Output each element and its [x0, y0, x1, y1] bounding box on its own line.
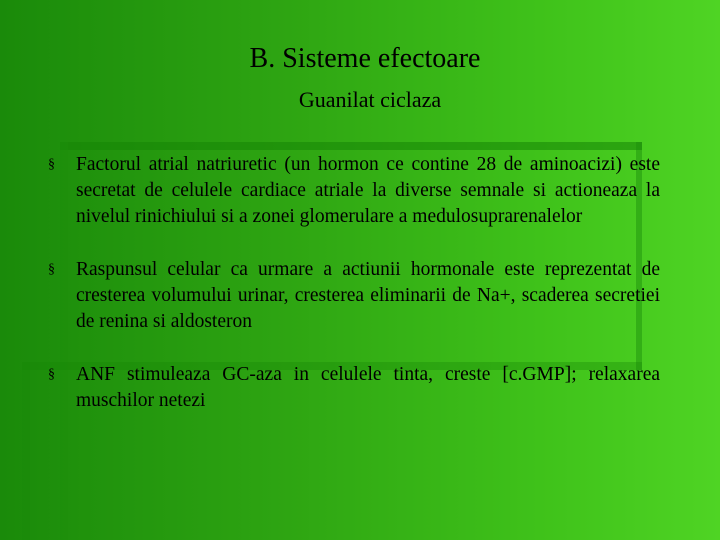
bullet-text: Factorul atrial natriuretic (un hormon ce contine 28 de aminoacizi) este secretat de celulele cardiace atriale la diverse semnale si actioneaza la nivelul rinichiului si a zonei glomerulare a medulosuprarenalelor — [76, 154, 660, 227]
decorative-panel-mid-left — [22, 362, 30, 540]
bullet-marker-icon: § — [48, 262, 55, 277]
slide-title: B. Sisteme efectoare — [249, 43, 481, 74]
bullet-marker-icon: § — [48, 367, 55, 382]
bullet-text: ANF stimuleaza GC-aza in celulele tinta, creste [c.GMP]; relaxarea muschilor netezi — [76, 364, 660, 411]
bullet-item-factor-atrial — [48, 152, 660, 230]
slide-subtitle: Guanilat ciclaza — [298, 87, 442, 112]
bullet-item-anf — [48, 362, 660, 414]
bullet-item-raspuns-celular — [48, 257, 660, 335]
bullet-text: Raspunsul celular ca urmare a actiunii hormonale este reprezentat de cresterea volumului urinar, cresterea eliminarii de Na+, scaderea secretiei de renina si aldosteron — [76, 259, 660, 332]
bullet-marker-icon: § — [48, 157, 55, 172]
decorative-panel-top — [60, 142, 642, 150]
bullet-list — [48, 152, 660, 441]
